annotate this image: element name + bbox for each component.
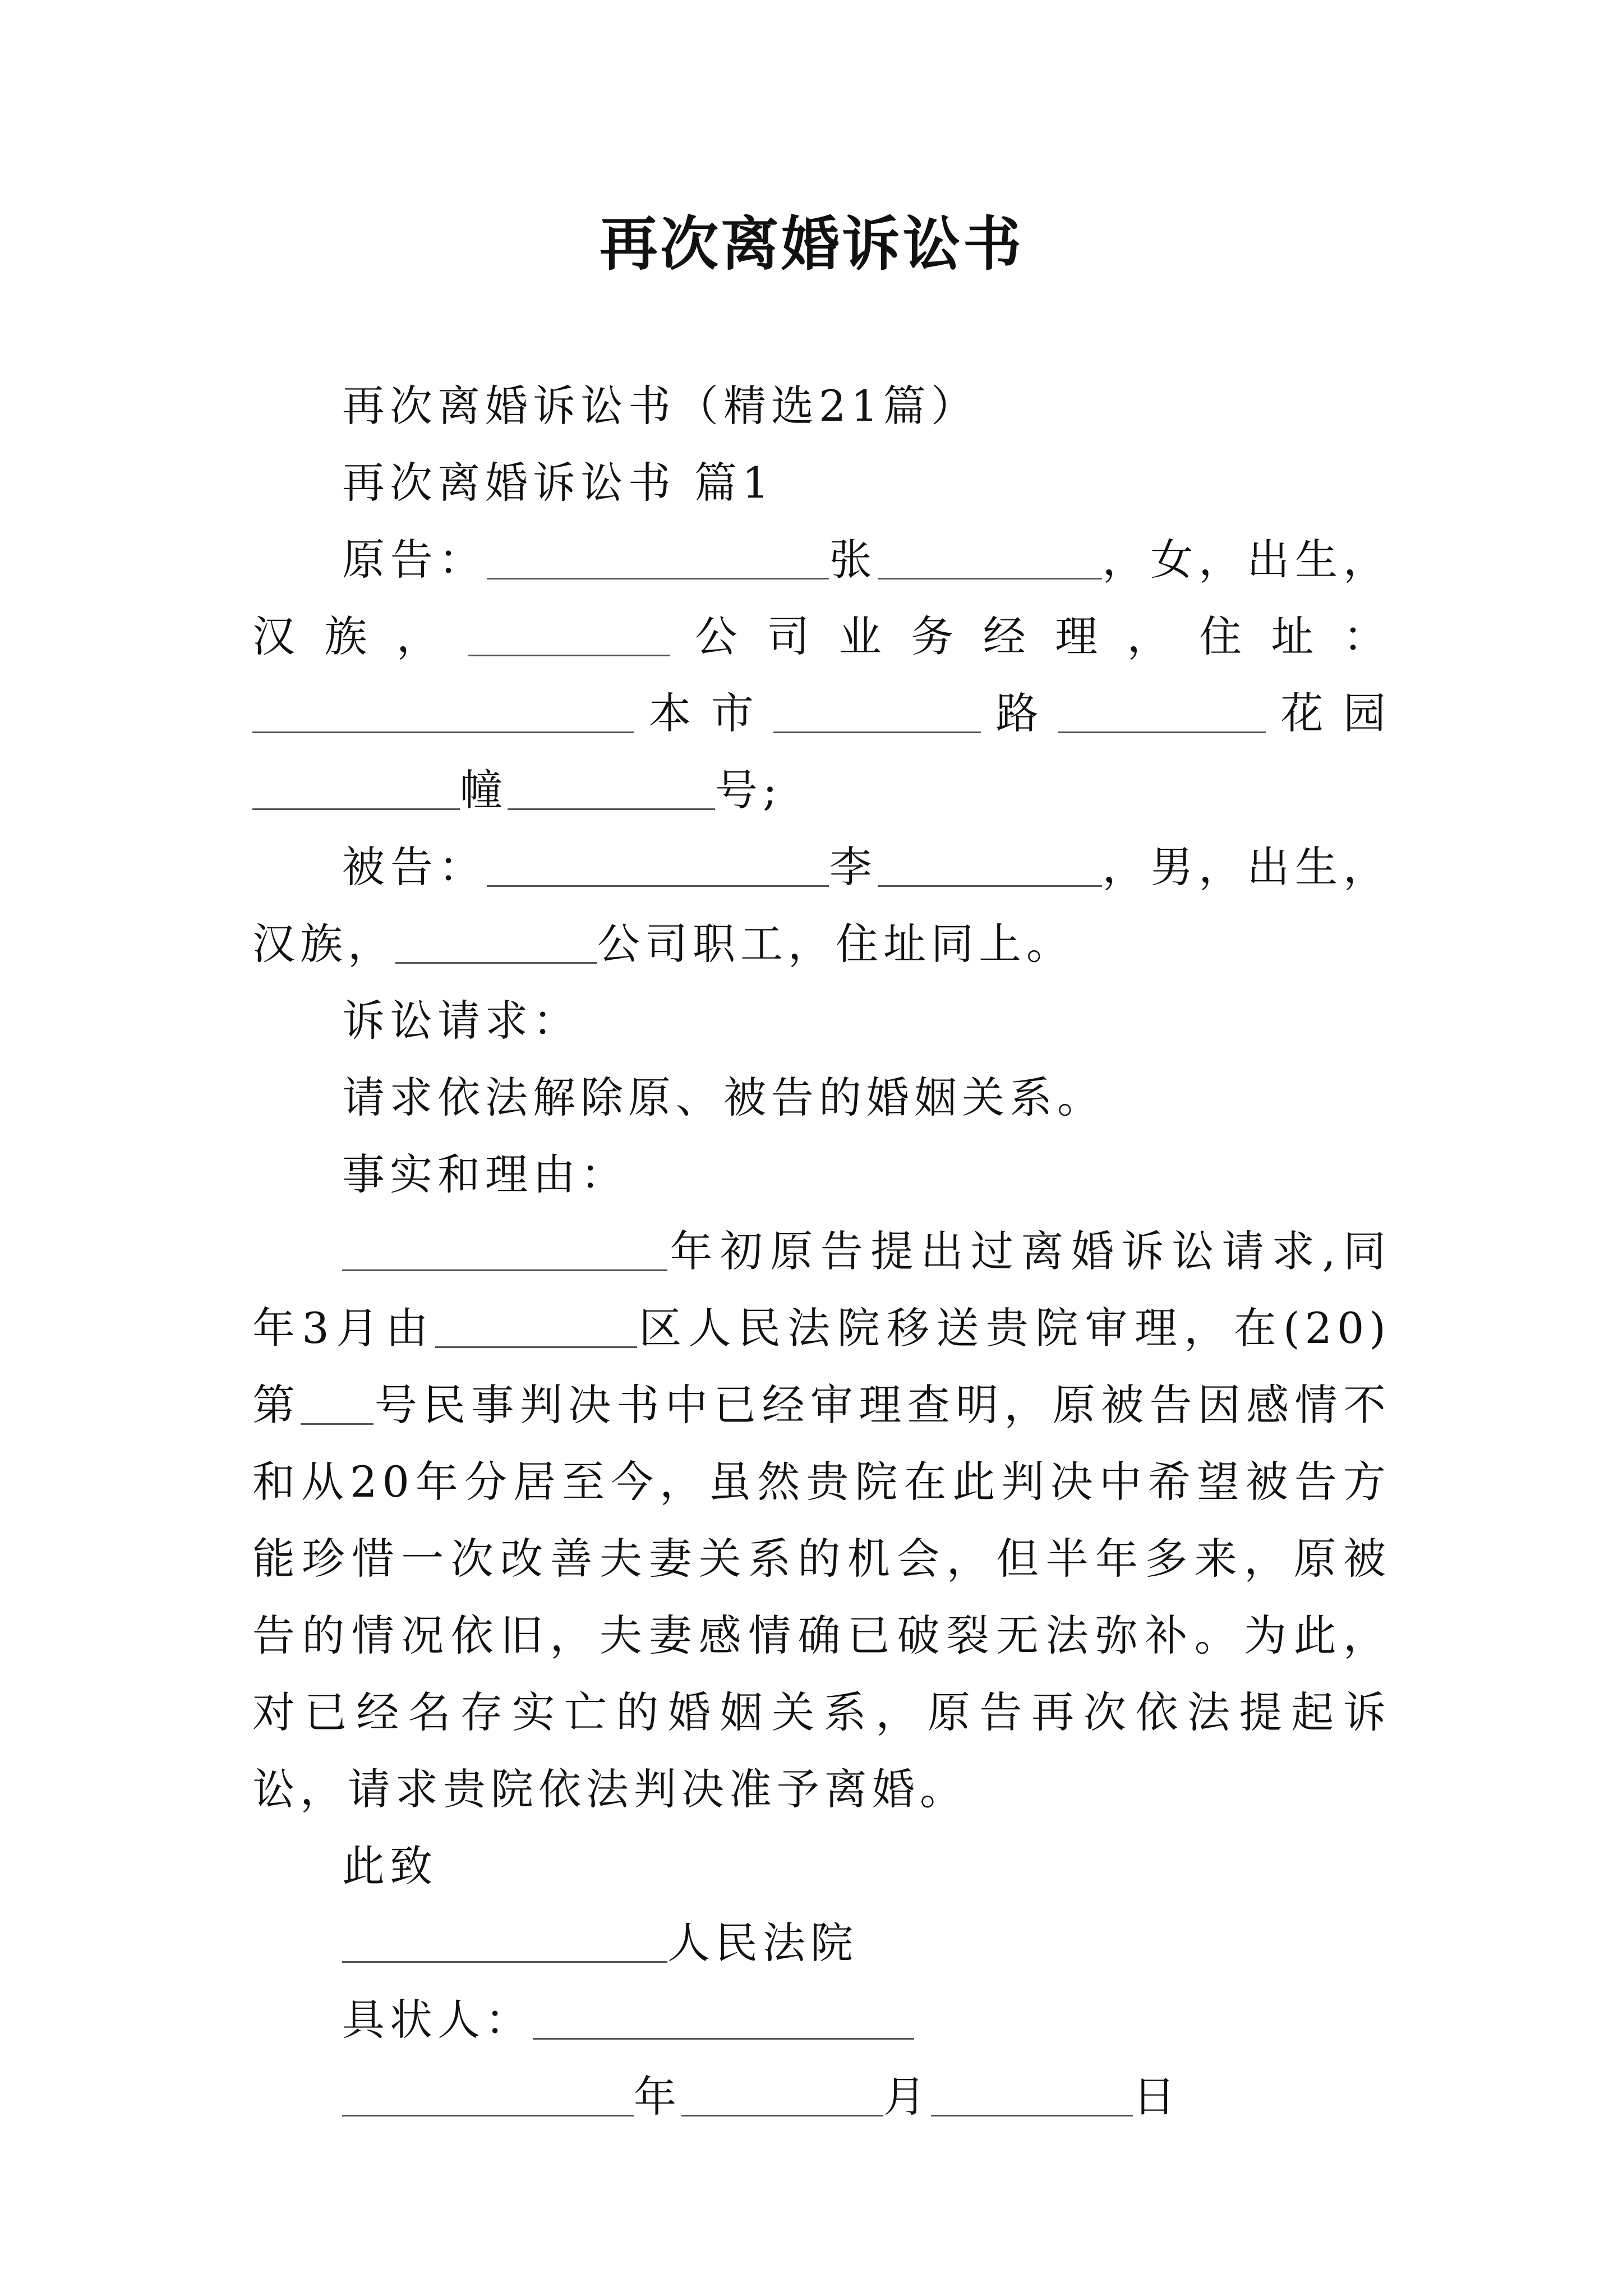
blank-line: [508, 766, 715, 810]
plaintiff-garden: 花园: [1266, 688, 1391, 738]
claims-heading: 诉讼请求：: [342, 996, 580, 1046]
date-day: 日: [1133, 2072, 1181, 2122]
salutation: 此致: [342, 1841, 437, 1891]
blank-line: [435, 1304, 637, 1348]
date-line: [252, 2058, 1391, 2135]
plaintiff-road: 路: [981, 688, 1059, 738]
section-heading: 再次离婚诉讼书 篇1: [342, 458, 774, 508]
blank-line: [468, 612, 670, 656]
blank-line: [878, 535, 1102, 579]
signer-line: [252, 1981, 1391, 2058]
court-name: 人民法院: [667, 1918, 858, 1968]
subtitle: 再次离婚诉讼书（精选21篇）: [342, 381, 979, 431]
blank-line: [681, 2072, 883, 2116]
blank-line: [342, 1227, 667, 1271]
date-year: 年: [634, 2072, 681, 2122]
plaintiff-ethnicity: 汉族，: [252, 611, 469, 661]
blank-line: [773, 689, 981, 733]
document-body: [252, 367, 1391, 2135]
defendant-ethnicity: 汉族，: [252, 919, 395, 969]
date-month: 月: [883, 2072, 931, 2122]
facts-heading: 事实和理由：: [342, 1149, 628, 1199]
signer-label: 具状人：: [342, 1995, 533, 2045]
blank-line: [301, 1381, 374, 1425]
plaintiff-occupation: 公司业务经理，住址：: [670, 611, 1391, 661]
defendant-gender-info: ，男，出生，: [1101, 842, 1391, 892]
defendant-occupation-address: 公司职工，住址同上。: [597, 919, 1074, 969]
blank-line: [342, 1918, 667, 1963]
document-title: 再次离婚诉讼书: [599, 210, 1023, 278]
plaintiff-number: 号;: [715, 765, 782, 815]
blank-line: [395, 919, 597, 964]
plaintiff-gender-info: ，女，出生，: [1101, 535, 1391, 585]
plaintiff-label: 原告：: [342, 535, 487, 585]
plaintiff-building: 幢: [460, 765, 508, 815]
facts-part2: 区人民法院移送贵院审理，在(20)第: [252, 1303, 1391, 1430]
blank-line: [533, 1995, 914, 2040]
plaintiff-paragraph: [252, 521, 1391, 829]
court-line: [252, 1904, 1391, 1981]
blank-line: [1058, 689, 1266, 733]
blank-line: [931, 2072, 1133, 2116]
defendant-paragraph: [252, 829, 1391, 982]
claims-text: 请求依法解除原、被告的婚姻关系。: [342, 1073, 1105, 1122]
blank-line: [487, 535, 829, 579]
defendant-label: 被告：: [342, 842, 487, 892]
blank-line: [252, 766, 460, 810]
defendant-name: 李: [828, 842, 878, 892]
facts-part1: 年初原告提出过离婚诉讼请求,同年3月由: [252, 1226, 1391, 1353]
plaintiff-city: 本市: [634, 688, 774, 738]
blank-line: [487, 843, 829, 887]
blank-line: [342, 2072, 634, 2116]
blank-line: [878, 843, 1102, 887]
plaintiff-name: 张: [828, 535, 878, 585]
facts-part3: 号民事判决书中已经审理查明，原被告因感情不和从20年分居至今，虽然贵院在此判决中希望被告方能珍惜一次改善夫妻关系的机会，但半年多来，原被告的情况依旧，夫妻感情确已破裂无法弥补。为此，对已经名存实亡的婚姻关系，原告再次依法提起诉讼，请求贵院依法判决准予离婚。: [252, 1380, 1391, 1814]
facts-paragraph: [252, 1213, 1391, 1828]
blank-line: [252, 689, 634, 733]
